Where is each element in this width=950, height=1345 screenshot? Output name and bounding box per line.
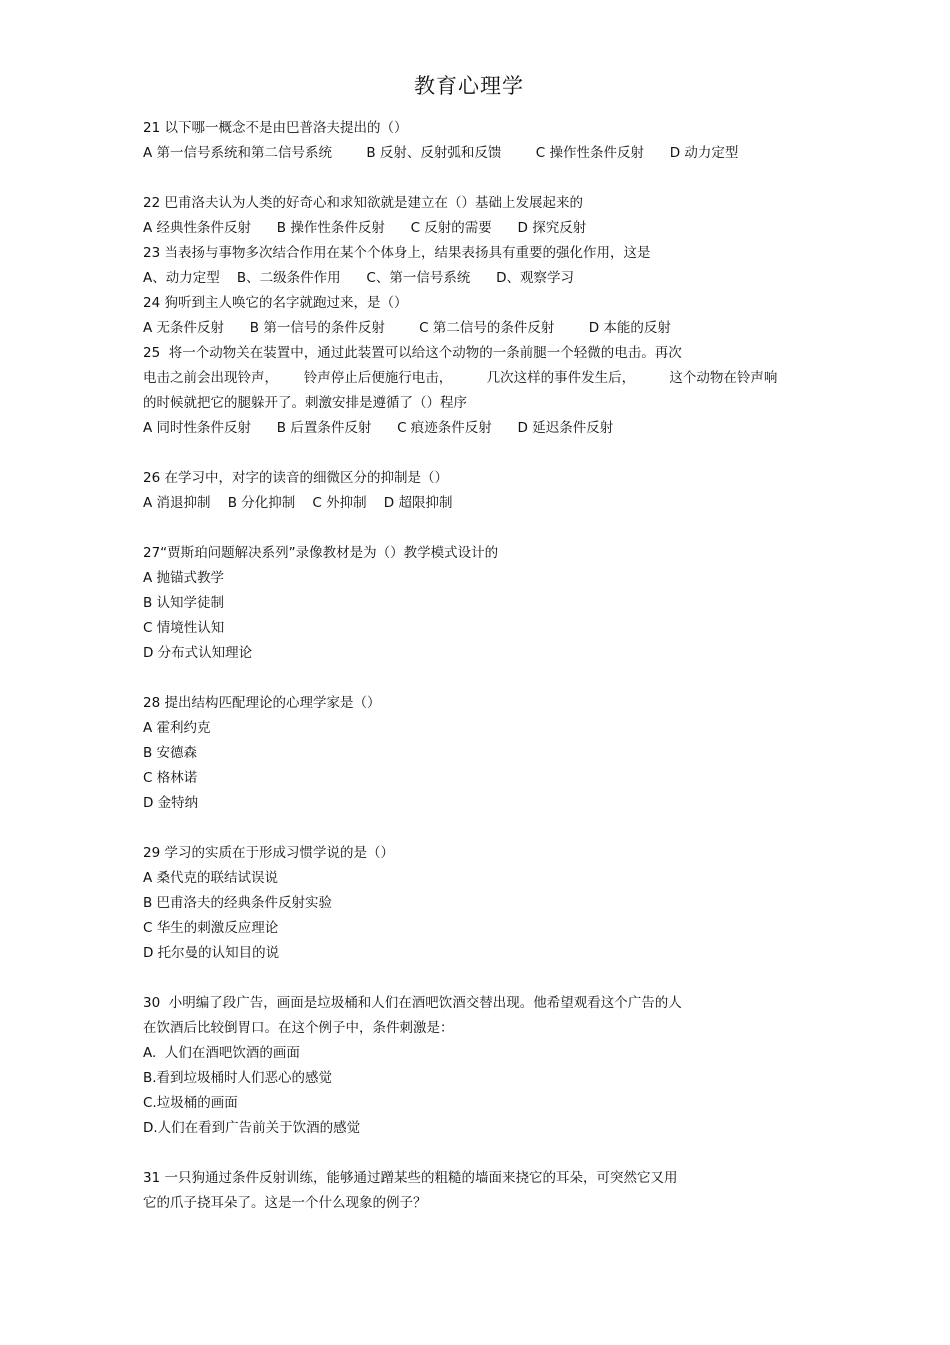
option-c: C.垃圾桶的画面 [143, 1095, 238, 1111]
question-stem-continued: 在饮酒后比较倒胃口。在这个例子中，条件刺激是： [143, 1020, 454, 1036]
option-d: D.人们在看到广告前关于饮酒的感觉 [143, 1120, 361, 1136]
option-c: C 华生的刺激反应理论 [143, 920, 279, 936]
option-a: A. 人们在酒吧饮酒的画面 [143, 1045, 300, 1061]
question-stem: 23 当表扬与事物多次结合作用在某个个体身上，结果表扬具有重要的强化作用，这是 [143, 245, 651, 261]
question-options: A 经典性条件反射 B 操作性条件反射 C 反射的需要 D 探究反射 [143, 220, 587, 236]
question-stem: 27“贾斯珀问题解决系列”录像教材是为（）教学模式设计的 [143, 545, 499, 561]
option-c: C 格林诺 [143, 770, 198, 786]
question-30 [143, 991, 823, 1141]
option-a: A 抛锚式教学 [143, 570, 225, 586]
question-25 [143, 341, 823, 441]
question-22 [143, 191, 823, 241]
option-b: B 安德森 [143, 745, 198, 761]
option-a: A 桑代克的联结试误说 [143, 870, 279, 886]
question-stem: 31 一只狗通过条件反射训练，能够通过蹭某些的粗糙的墙面来挠它的耳朵，可突然它又用 [143, 1170, 678, 1186]
question-26 [143, 466, 823, 516]
option-b: B 巴甫洛夫的经典条件反射实验 [143, 895, 333, 911]
question-stem-continued: 电击之前会出现铃声， 铃声停止后便施行电击， 几次这样的事件发生后， 这个动物在铃声响 [143, 370, 778, 386]
option-d: D 托尔曼的认知目的说 [143, 945, 280, 961]
question-options: A 第一信号系统和第二信号系统 B 反射、反射弧和反馈 C 操作性条件反射 D 动力定型 [143, 145, 739, 161]
option-b: B.看到垃圾桶时人们恶心的感觉 [143, 1070, 333, 1086]
question-29 [143, 841, 823, 966]
question-31 [143, 1166, 823, 1216]
question-stem-continued: 它的爪子挠耳朵了。这是一个什么现象的例子？ [143, 1195, 427, 1211]
question-options: A、动力定型 B、二级条件作用 C、第一信号系统 D、观察学习 [143, 270, 574, 286]
question-stem: 30 小明编了段广告，画面是垃圾桶和人们在酒吧饮酒交替出现。他希望观看这个广告的人 [143, 995, 682, 1011]
page-title: 教育心理学 [414, 74, 524, 98]
question-stem: 29 学习的实质在于形成习惯学说的是（） [143, 845, 394, 861]
option-d: D 金特纳 [143, 795, 199, 811]
question-stem-continued: 的时候就把它的腿躲开了。刺激安排是遵循了（）程序 [143, 395, 467, 411]
question-28 [143, 691, 823, 816]
question-stem: 26 在学习中，对字的读音的细微区分的抑制是（） [143, 470, 448, 486]
question-stem: 25 将一个动物关在装置中，通过此装置可以给这个动物的一条前腿一个轻微的电击。再次 [143, 345, 682, 361]
option-c: C 情境性认知 [143, 620, 225, 636]
option-b: B 认知学徒制 [143, 595, 225, 611]
question-options: A 同时性条件反射 B 后置条件反射 C 痕迹条件反射 D 延迟条件反射 [143, 420, 614, 436]
question-stem: 28 提出结构匹配理论的心理学家是（） [143, 695, 381, 711]
question-21 [143, 116, 823, 166]
question-stem: 21 以下哪一概念不是由巴普洛夫提出的（） [143, 120, 408, 136]
question-27 [143, 541, 823, 666]
question-23 [143, 241, 823, 291]
question-stem: 22 巴甫洛夫认为人类的好奇心和求知欲就是建立在（）基础上发展起来的 [143, 195, 583, 211]
option-a: A 霍利约克 [143, 720, 211, 736]
question-stem: 24 狗听到主人唤它的名字就跑过来，是（） [143, 295, 408, 311]
question-list [143, 116, 823, 1216]
question-options: A 消退抑制 B 分化抑制 C 外抑制 D 超限抑制 [143, 495, 453, 511]
option-d: D 分布式认知理论 [143, 645, 253, 661]
question-options: A 无条件反射 B 第一信号的条件反射 C 第二信号的条件反射 D 本能的反射 [143, 320, 671, 336]
question-24 [143, 291, 823, 341]
